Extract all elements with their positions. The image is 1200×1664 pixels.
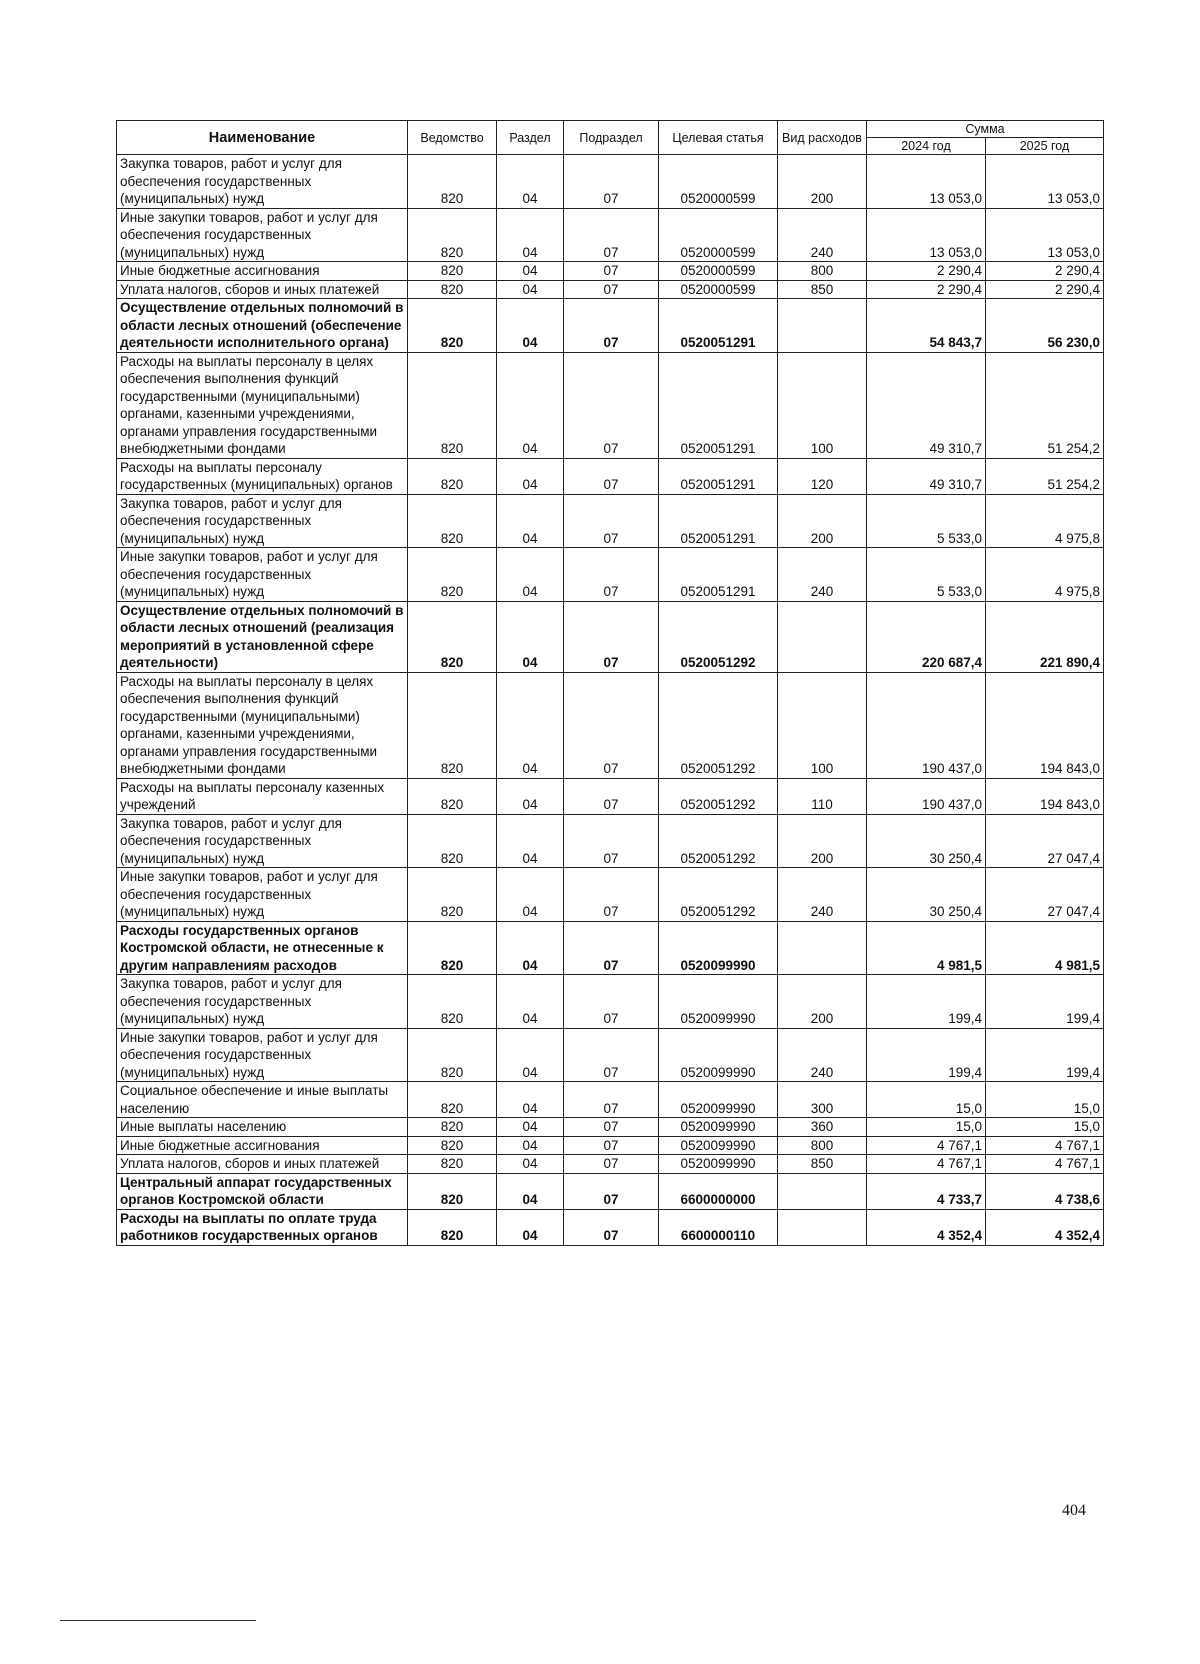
cell-name: Центральный аппарат государственных органов Костромской области xyxy=(117,1173,408,1209)
header-target: Целевая статья xyxy=(659,121,778,155)
cell-target: 0520099990 xyxy=(659,921,778,975)
cell-name: Расходы на выплаты персоналу государственных (муниципальных) органов xyxy=(117,458,408,494)
cell-section: 04 xyxy=(497,299,564,353)
cell-type: 240 xyxy=(778,1028,867,1082)
cell-dept: 820 xyxy=(408,1028,497,1082)
cell-sum-2025: 51 254,2 xyxy=(986,352,1104,458)
cell-name: Расходы на выплаты по оплате труда работников государственных органов xyxy=(117,1209,408,1245)
cell-section: 04 xyxy=(497,1118,564,1137)
cell-sum-2024: 190 437,0 xyxy=(867,778,986,814)
cell-dept: 820 xyxy=(408,921,497,975)
cell-subsection: 07 xyxy=(564,1118,659,1137)
header-section: Раздел xyxy=(497,121,564,155)
cell-dept: 820 xyxy=(408,672,497,778)
cell-type: 850 xyxy=(778,1155,867,1174)
table-row xyxy=(117,458,1104,494)
cell-subsection: 07 xyxy=(564,814,659,868)
cell-section: 04 xyxy=(497,548,564,602)
cell-subsection: 07 xyxy=(564,1028,659,1082)
cell-subsection: 07 xyxy=(564,1155,659,1174)
table-row xyxy=(117,1082,1104,1118)
cell-type: 100 xyxy=(778,672,867,778)
cell-section: 04 xyxy=(497,778,564,814)
cell-type: 800 xyxy=(778,1136,867,1155)
cell-sum-2024: 4 352,4 xyxy=(867,1209,986,1245)
cell-subsection: 07 xyxy=(564,1136,659,1155)
cell-dept: 820 xyxy=(408,1118,497,1137)
cell-sum-2025: 27 047,4 xyxy=(986,868,1104,922)
table-header xyxy=(117,121,1104,155)
cell-section: 04 xyxy=(497,672,564,778)
table-row xyxy=(117,1118,1104,1137)
cell-subsection: 07 xyxy=(564,921,659,975)
cell-type xyxy=(778,1209,867,1245)
cell-dept: 820 xyxy=(408,208,497,262)
cell-type: 200 xyxy=(778,155,867,209)
cell-sum-2025: 199,4 xyxy=(986,975,1104,1029)
cell-target: 0520099990 xyxy=(659,1082,778,1118)
cell-dept: 820 xyxy=(408,1209,497,1245)
cell-name: Расходы государственных органов Костромской области, не отнесенные к другим направлениям расходов xyxy=(117,921,408,975)
cell-sum-2025: 4 767,1 xyxy=(986,1136,1104,1155)
cell-type: 240 xyxy=(778,868,867,922)
cell-dept: 820 xyxy=(408,868,497,922)
cell-dept: 820 xyxy=(408,458,497,494)
cell-subsection: 07 xyxy=(564,778,659,814)
cell-sum-2024: 15,0 xyxy=(867,1082,986,1118)
cell-sum-2025: 15,0 xyxy=(986,1082,1104,1118)
cell-target: 0520099990 xyxy=(659,1155,778,1174)
cell-name: Расходы на выплаты персоналу в целях обеспечения выполнения функций государственными (муниципальными) органами, казенными учреждениями, органами управления государственными внебюджетными фондами xyxy=(117,672,408,778)
cell-sum-2024: 4 733,7 xyxy=(867,1173,986,1209)
cell-sum-2024: 13 053,0 xyxy=(867,155,986,209)
cell-subsection: 07 xyxy=(564,1209,659,1245)
table-row xyxy=(117,672,1104,778)
cell-sum-2025: 4 738,6 xyxy=(986,1173,1104,1209)
cell-name: Иные закупки товаров, работ и услуг для обеспечения государственных (муниципальных) нужд xyxy=(117,868,408,922)
cell-type: 200 xyxy=(778,494,867,548)
table-row xyxy=(117,601,1104,672)
cell-name: Уплата налогов, сборов и иных платежей xyxy=(117,1155,408,1174)
cell-section: 04 xyxy=(497,458,564,494)
cell-name: Социальное обеспечение и иные выплаты населению xyxy=(117,1082,408,1118)
cell-subsection: 07 xyxy=(564,280,659,299)
cell-target: 0520000599 xyxy=(659,155,778,209)
table-row xyxy=(117,208,1104,262)
cell-sum-2024: 190 437,0 xyxy=(867,672,986,778)
table-row xyxy=(117,975,1104,1029)
cell-sum-2025: 2 290,4 xyxy=(986,262,1104,281)
table-row xyxy=(117,814,1104,868)
cell-name: Иные бюджетные ассигнования xyxy=(117,1136,408,1155)
cell-type xyxy=(778,921,867,975)
cell-subsection: 07 xyxy=(564,1082,659,1118)
cell-name: Иные закупки товаров, работ и услуг для обеспечения государственных (муниципальных) нужд xyxy=(117,548,408,602)
cell-subsection: 07 xyxy=(564,299,659,353)
cell-sum-2025: 27 047,4 xyxy=(986,814,1104,868)
cell-sum-2025: 4 352,4 xyxy=(986,1209,1104,1245)
table-row xyxy=(117,1155,1104,1174)
cell-subsection: 07 xyxy=(564,155,659,209)
cell-target: 0520051292 xyxy=(659,601,778,672)
table-row xyxy=(117,1136,1104,1155)
cell-sum-2024: 4 767,1 xyxy=(867,1155,986,1174)
cell-subsection: 07 xyxy=(564,262,659,281)
cell-sum-2025: 4 975,8 xyxy=(986,548,1104,602)
cell-target: 0520051291 xyxy=(659,548,778,602)
cell-section: 04 xyxy=(497,1173,564,1209)
table-body xyxy=(117,155,1104,1246)
table-row xyxy=(117,494,1104,548)
cell-dept: 820 xyxy=(408,548,497,602)
table-row xyxy=(117,921,1104,975)
cell-section: 04 xyxy=(497,1136,564,1155)
cell-sum-2024: 13 053,0 xyxy=(867,208,986,262)
cell-name: Расходы на выплаты персоналу казенных учреждений xyxy=(117,778,408,814)
table-row xyxy=(117,1028,1104,1082)
cell-dept: 820 xyxy=(408,280,497,299)
cell-sum-2024: 49 310,7 xyxy=(867,458,986,494)
cell-section: 04 xyxy=(497,1155,564,1174)
cell-sum-2025: 56 230,0 xyxy=(986,299,1104,353)
cell-target: 0520099990 xyxy=(659,1118,778,1137)
cell-target: 0520051292 xyxy=(659,672,778,778)
cell-dept: 820 xyxy=(408,778,497,814)
cell-dept: 820 xyxy=(408,1173,497,1209)
cell-subsection: 07 xyxy=(564,352,659,458)
page-number: 404 xyxy=(1062,1502,1086,1519)
header-year-2024: 2024 год xyxy=(867,138,986,155)
cell-sum-2024: 30 250,4 xyxy=(867,868,986,922)
cell-section: 04 xyxy=(497,1082,564,1118)
cell-target: 0520051291 xyxy=(659,458,778,494)
cell-section: 04 xyxy=(497,601,564,672)
cell-target: 0520051292 xyxy=(659,814,778,868)
cell-section: 04 xyxy=(497,921,564,975)
cell-section: 04 xyxy=(497,1028,564,1082)
cell-subsection: 07 xyxy=(564,494,659,548)
cell-target: 0520099990 xyxy=(659,975,778,1029)
cell-dept: 820 xyxy=(408,1155,497,1174)
cell-name: Закупка товаров, работ и услуг для обеспечения государственных (муниципальных) нужд xyxy=(117,494,408,548)
cell-target: 0520051291 xyxy=(659,299,778,353)
cell-sum-2024: 54 843,7 xyxy=(867,299,986,353)
cell-dept: 820 xyxy=(408,262,497,281)
cell-target: 0520051291 xyxy=(659,352,778,458)
cell-sum-2025: 15,0 xyxy=(986,1118,1104,1137)
cell-dept: 820 xyxy=(408,299,497,353)
cell-dept: 820 xyxy=(408,155,497,209)
cell-sum-2024: 49 310,7 xyxy=(867,352,986,458)
cell-type: 240 xyxy=(778,548,867,602)
cell-target: 0520000599 xyxy=(659,262,778,281)
cell-sum-2025: 194 843,0 xyxy=(986,672,1104,778)
cell-subsection: 07 xyxy=(564,458,659,494)
cell-sum-2024: 4 981,5 xyxy=(867,921,986,975)
cell-name: Осуществление отдельных полномочий в области лесных отношений (реализация мероприятий в установленной сфере деятельности) xyxy=(117,601,408,672)
cell-name: Расходы на выплаты персоналу в целях обеспечения выполнения функций государственными (муниципальными) органами, казенными учреждениями, органами управления государственными внебюджетными фондами xyxy=(117,352,408,458)
cell-section: 04 xyxy=(497,208,564,262)
cell-subsection: 07 xyxy=(564,868,659,922)
cell-dept: 820 xyxy=(408,601,497,672)
cell-sum-2025: 4 767,1 xyxy=(986,1155,1104,1174)
header-type: Вид расходов xyxy=(778,121,867,155)
cell-dept: 820 xyxy=(408,494,497,548)
cell-section: 04 xyxy=(497,155,564,209)
cell-subsection: 07 xyxy=(564,975,659,1029)
cell-sum-2024: 220 687,4 xyxy=(867,601,986,672)
cell-target: 6600000110 xyxy=(659,1209,778,1245)
cell-dept: 820 xyxy=(408,1136,497,1155)
cell-section: 04 xyxy=(497,352,564,458)
cell-sum-2024: 2 290,4 xyxy=(867,280,986,299)
header-subsection: Подраздел xyxy=(564,121,659,155)
footer-rule xyxy=(60,1620,256,1621)
cell-name: Закупка товаров, работ и услуг для обеспечения государственных (муниципальных) нужд xyxy=(117,814,408,868)
cell-section: 04 xyxy=(497,868,564,922)
table-row xyxy=(117,1209,1104,1245)
cell-dept: 820 xyxy=(408,352,497,458)
cell-type: 110 xyxy=(778,778,867,814)
cell-sum-2025: 51 254,2 xyxy=(986,458,1104,494)
header-year-2025: 2025 год xyxy=(986,138,1104,155)
table-row xyxy=(117,778,1104,814)
header-sum: Сумма xyxy=(867,121,1104,138)
cell-sum-2024: 4 767,1 xyxy=(867,1136,986,1155)
cell-type: 120 xyxy=(778,458,867,494)
cell-type xyxy=(778,1173,867,1209)
cell-type: 800 xyxy=(778,262,867,281)
cell-dept: 820 xyxy=(408,1082,497,1118)
cell-type: 240 xyxy=(778,208,867,262)
cell-section: 04 xyxy=(497,262,564,281)
cell-target: 0520000599 xyxy=(659,208,778,262)
cell-type: 360 xyxy=(778,1118,867,1137)
table-row xyxy=(117,548,1104,602)
cell-type: 100 xyxy=(778,352,867,458)
cell-target: 6600000000 xyxy=(659,1173,778,1209)
cell-sum-2024: 15,0 xyxy=(867,1118,986,1137)
cell-dept: 820 xyxy=(408,814,497,868)
cell-dept: 820 xyxy=(408,975,497,1029)
cell-name: Иные закупки товаров, работ и услуг для обеспечения государственных (муниципальных) нужд xyxy=(117,1028,408,1082)
cell-subsection: 07 xyxy=(564,548,659,602)
cell-subsection: 07 xyxy=(564,208,659,262)
table-row xyxy=(117,1173,1104,1209)
cell-target: 0520051291 xyxy=(659,494,778,548)
cell-subsection: 07 xyxy=(564,672,659,778)
cell-sum-2024: 30 250,4 xyxy=(867,814,986,868)
cell-name: Иные закупки товаров, работ и услуг для обеспечения государственных (муниципальных) нужд xyxy=(117,208,408,262)
header-dept: Ведомство xyxy=(408,121,497,155)
cell-section: 04 xyxy=(497,280,564,299)
table-row xyxy=(117,155,1104,209)
cell-target: 0520099990 xyxy=(659,1028,778,1082)
table-row xyxy=(117,299,1104,353)
cell-sum-2024: 199,4 xyxy=(867,975,986,1029)
cell-sum-2024: 5 533,0 xyxy=(867,548,986,602)
cell-section: 04 xyxy=(497,814,564,868)
cell-sum-2024: 5 533,0 xyxy=(867,494,986,548)
cell-target: 0520051292 xyxy=(659,868,778,922)
cell-name: Закупка товаров, работ и услуг для обеспечения государственных (муниципальных) нужд xyxy=(117,975,408,1029)
table-row xyxy=(117,280,1104,299)
cell-name: Закупка товаров, работ и услуг для обеспечения государственных (муниципальных) нужд xyxy=(117,155,408,209)
cell-section: 04 xyxy=(497,1209,564,1245)
cell-sum-2025: 2 290,4 xyxy=(986,280,1104,299)
cell-type: 850 xyxy=(778,280,867,299)
cell-name: Иные выплаты населению xyxy=(117,1118,408,1137)
cell-type xyxy=(778,601,867,672)
table-row xyxy=(117,352,1104,458)
cell-sum-2025: 199,4 xyxy=(986,1028,1104,1082)
cell-type xyxy=(778,299,867,353)
cell-sum-2025: 221 890,4 xyxy=(986,601,1104,672)
budget-table xyxy=(116,120,1104,1246)
cell-section: 04 xyxy=(497,975,564,1029)
cell-target: 0520051292 xyxy=(659,778,778,814)
cell-type: 300 xyxy=(778,1082,867,1118)
cell-section: 04 xyxy=(497,494,564,548)
cell-sum-2025: 13 053,0 xyxy=(986,155,1104,209)
cell-subsection: 07 xyxy=(564,601,659,672)
cell-subsection: 07 xyxy=(564,1173,659,1209)
cell-sum-2025: 194 843,0 xyxy=(986,778,1104,814)
cell-sum-2024: 2 290,4 xyxy=(867,262,986,281)
cell-sum-2025: 4 975,8 xyxy=(986,494,1104,548)
cell-type: 200 xyxy=(778,975,867,1029)
table-row xyxy=(117,262,1104,281)
cell-name: Осуществление отдельных полномочий в области лесных отношений (обеспечение деятельности исполнительного органа) xyxy=(117,299,408,353)
cell-type: 200 xyxy=(778,814,867,868)
cell-sum-2025: 13 053,0 xyxy=(986,208,1104,262)
cell-target: 0520000599 xyxy=(659,280,778,299)
cell-name: Уплата налогов, сборов и иных платежей xyxy=(117,280,408,299)
cell-sum-2025: 4 981,5 xyxy=(986,921,1104,975)
cell-target: 0520099990 xyxy=(659,1136,778,1155)
header-name: Наименование xyxy=(117,121,408,155)
cell-name: Иные бюджетные ассигнования xyxy=(117,262,408,281)
table-row xyxy=(117,868,1104,922)
cell-sum-2024: 199,4 xyxy=(867,1028,986,1082)
